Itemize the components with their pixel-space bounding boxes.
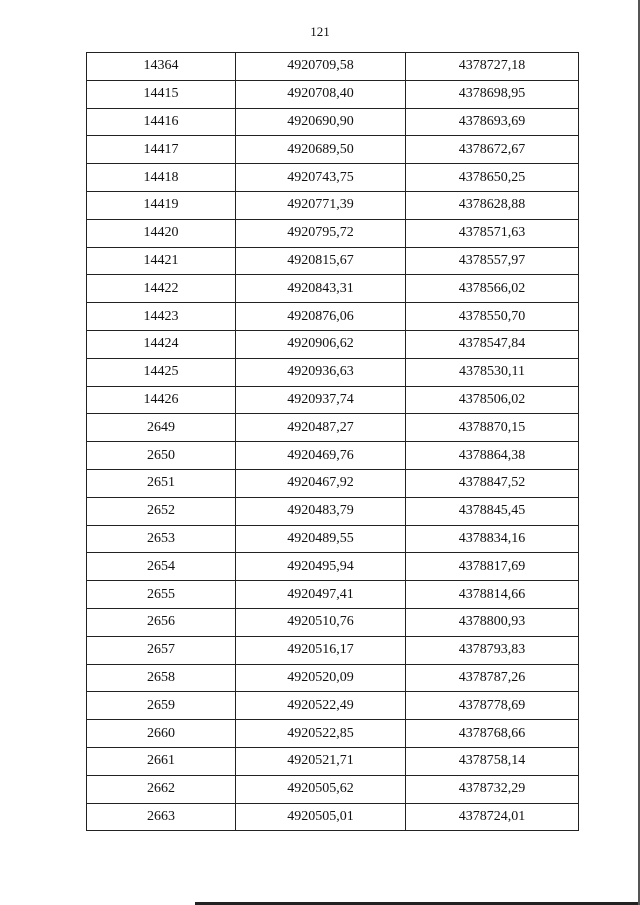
point-number-cell: 14424 — [87, 330, 236, 358]
point-number-cell: 2661 — [87, 747, 236, 775]
x-coordinate-cell: 4920505,01 — [236, 803, 406, 831]
x-coordinate-cell: 4920876,06 — [236, 303, 406, 331]
x-coordinate-cell: 4920521,71 — [236, 747, 406, 775]
table-row — [87, 219, 579, 247]
table-row — [87, 608, 579, 636]
x-coordinate-cell: 4920771,39 — [236, 191, 406, 219]
x-coordinate-cell: 4920795,72 — [236, 219, 406, 247]
point-number-cell: 2657 — [87, 636, 236, 664]
table-row — [87, 136, 579, 164]
table-row — [87, 553, 579, 581]
point-number-cell: 14426 — [87, 386, 236, 414]
x-coordinate-cell: 4920689,50 — [236, 136, 406, 164]
point-number-cell: 14417 — [87, 136, 236, 164]
x-coordinate-cell: 4920937,74 — [236, 386, 406, 414]
table-row — [87, 469, 579, 497]
y-coordinate-cell: 4378550,70 — [406, 303, 579, 331]
y-coordinate-cell: 4378787,26 — [406, 664, 579, 692]
table-row — [87, 53, 579, 81]
x-coordinate-cell: 4920489,55 — [236, 525, 406, 553]
y-coordinate-cell: 4378768,66 — [406, 720, 579, 748]
x-coordinate-cell: 4920469,76 — [236, 442, 406, 470]
x-coordinate-cell: 4920483,79 — [236, 497, 406, 525]
point-number-cell: 2658 — [87, 664, 236, 692]
y-coordinate-cell: 4378817,69 — [406, 553, 579, 581]
table-row — [87, 303, 579, 331]
x-coordinate-cell: 4920520,09 — [236, 664, 406, 692]
y-coordinate-cell: 4378814,66 — [406, 581, 579, 609]
table-row — [87, 775, 579, 803]
point-number-cell: 2663 — [87, 803, 236, 831]
x-coordinate-cell: 4920708,40 — [236, 80, 406, 108]
point-number-cell: 14418 — [87, 164, 236, 192]
y-coordinate-cell: 4378864,38 — [406, 442, 579, 470]
table-row — [87, 80, 579, 108]
y-coordinate-cell: 4378547,84 — [406, 330, 579, 358]
y-coordinate-cell: 4378571,63 — [406, 219, 579, 247]
y-coordinate-cell: 4378693,69 — [406, 108, 579, 136]
x-coordinate-cell: 4920467,92 — [236, 469, 406, 497]
point-number-cell: 14423 — [87, 303, 236, 331]
table-row — [87, 692, 579, 720]
x-coordinate-cell: 4920487,27 — [236, 414, 406, 442]
table-row — [87, 164, 579, 192]
table-row — [87, 581, 579, 609]
y-coordinate-cell: 4378506,02 — [406, 386, 579, 414]
point-number-cell: 14421 — [87, 247, 236, 275]
point-number-cell: 2659 — [87, 692, 236, 720]
point-number-cell: 2655 — [87, 581, 236, 609]
point-number-cell: 2650 — [87, 442, 236, 470]
y-coordinate-cell: 4378793,83 — [406, 636, 579, 664]
y-coordinate-cell: 4378732,29 — [406, 775, 579, 803]
coordinates-table-body — [87, 53, 579, 831]
point-number-cell: 14364 — [87, 53, 236, 81]
y-coordinate-cell: 4378847,52 — [406, 469, 579, 497]
table-row — [87, 525, 579, 553]
table-row — [87, 803, 579, 831]
table-row — [87, 108, 579, 136]
y-coordinate-cell: 4378758,14 — [406, 747, 579, 775]
x-coordinate-cell: 4920743,75 — [236, 164, 406, 192]
point-number-cell: 14425 — [87, 358, 236, 386]
point-number-cell: 14415 — [87, 80, 236, 108]
y-coordinate-cell: 4378698,95 — [406, 80, 579, 108]
table-row — [87, 330, 579, 358]
table-row — [87, 414, 579, 442]
x-coordinate-cell: 4920497,41 — [236, 581, 406, 609]
x-coordinate-cell: 4920936,63 — [236, 358, 406, 386]
x-coordinate-cell: 4920843,31 — [236, 275, 406, 303]
point-number-cell: 2654 — [87, 553, 236, 581]
point-number-cell: 2652 — [87, 497, 236, 525]
x-coordinate-cell: 4920522,85 — [236, 720, 406, 748]
point-number-cell: 2653 — [87, 525, 236, 553]
table-row — [87, 358, 579, 386]
table-row — [87, 386, 579, 414]
table-row — [87, 442, 579, 470]
table-row — [87, 497, 579, 525]
y-coordinate-cell: 4378566,02 — [406, 275, 579, 303]
y-coordinate-cell: 4378672,67 — [406, 136, 579, 164]
y-coordinate-cell: 4378845,45 — [406, 497, 579, 525]
y-coordinate-cell: 4378650,25 — [406, 164, 579, 192]
y-coordinate-cell: 4378724,01 — [406, 803, 579, 831]
point-number-cell: 2649 — [87, 414, 236, 442]
x-coordinate-cell: 4920510,76 — [236, 608, 406, 636]
y-coordinate-cell: 4378530,11 — [406, 358, 579, 386]
x-coordinate-cell: 4920709,58 — [236, 53, 406, 81]
table-row — [87, 636, 579, 664]
x-coordinate-cell: 4920522,49 — [236, 692, 406, 720]
table-row — [87, 191, 579, 219]
y-coordinate-cell: 4378800,93 — [406, 608, 579, 636]
x-coordinate-cell: 4920495,94 — [236, 553, 406, 581]
table-row — [87, 275, 579, 303]
table-row — [87, 747, 579, 775]
x-coordinate-cell: 4920906,62 — [236, 330, 406, 358]
y-coordinate-cell: 4378727,18 — [406, 53, 579, 81]
x-coordinate-cell: 4920815,67 — [236, 247, 406, 275]
y-coordinate-cell: 4378557,97 — [406, 247, 579, 275]
y-coordinate-cell: 4378628,88 — [406, 191, 579, 219]
y-coordinate-cell: 4378870,15 — [406, 414, 579, 442]
x-coordinate-cell: 4920516,17 — [236, 636, 406, 664]
point-number-cell: 14419 — [87, 191, 236, 219]
point-number-cell: 2656 — [87, 608, 236, 636]
point-number-cell: 14416 — [87, 108, 236, 136]
point-number-cell: 14422 — [87, 275, 236, 303]
point-number-cell: 2662 — [87, 775, 236, 803]
point-number-cell: 2651 — [87, 469, 236, 497]
table-row — [87, 247, 579, 275]
table-row — [87, 720, 579, 748]
point-number-cell: 14420 — [87, 219, 236, 247]
page-number: 121 — [310, 24, 330, 39]
y-coordinate-cell: 4378834,16 — [406, 525, 579, 553]
coordinates-table — [86, 52, 579, 831]
x-coordinate-cell: 4920505,62 — [236, 775, 406, 803]
x-coordinate-cell: 4920690,90 — [236, 108, 406, 136]
y-coordinate-cell: 4378778,69 — [406, 692, 579, 720]
point-number-cell: 2660 — [87, 720, 236, 748]
table-row — [87, 664, 579, 692]
